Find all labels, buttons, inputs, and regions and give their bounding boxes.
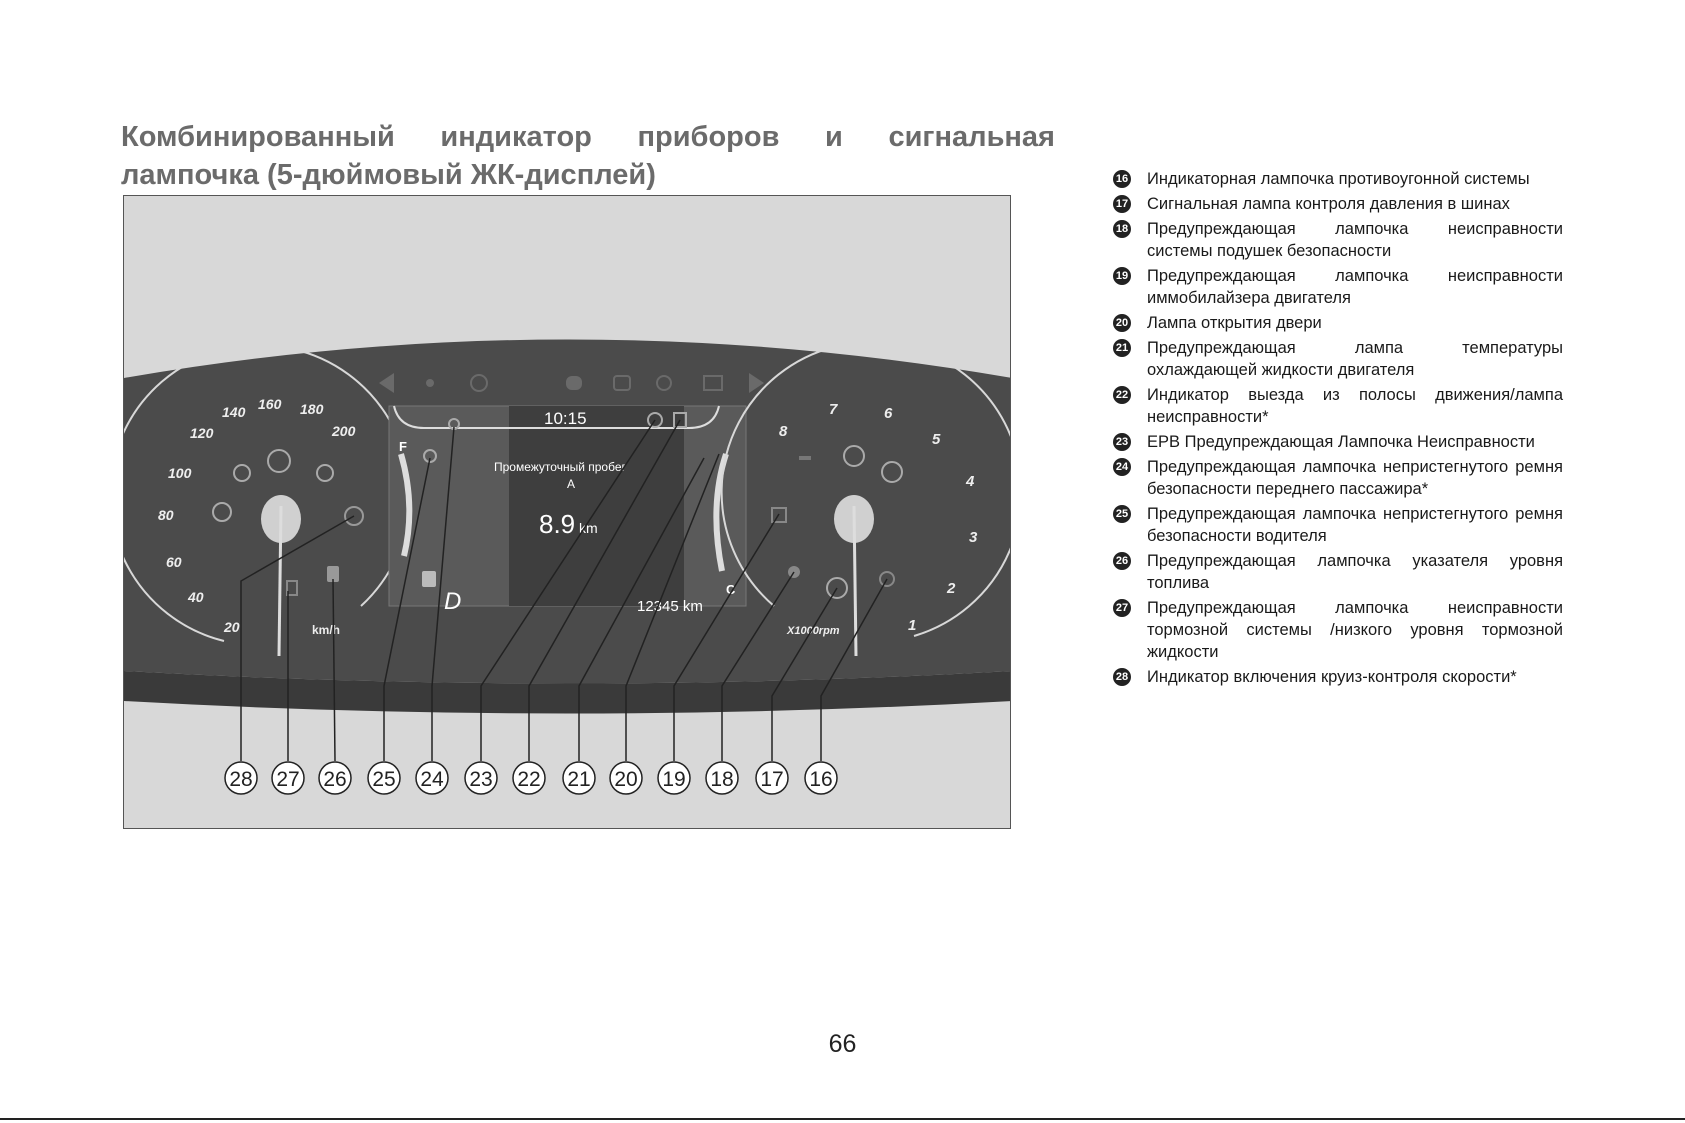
- legend-number: 22: [1113, 386, 1131, 404]
- indicator-legend: [1113, 168, 1563, 691]
- speed-tick-label: 100: [168, 465, 192, 481]
- callout-label: 18: [710, 768, 734, 791]
- callout-label: 20: [614, 768, 638, 791]
- legend-text: Предупреждающая лампочка неисправности тормозной системы /низкого уровня тормозной жидкости: [1147, 599, 1563, 661]
- legend-number: 27: [1113, 599, 1131, 617]
- legend-item: [1113, 265, 1563, 309]
- legend-text: Предупреждающая лампочка неисправности системы подушек безопасности: [1147, 220, 1563, 260]
- legend-text: Лампа открытия двери: [1147, 314, 1322, 332]
- rpm-tick-label: 4: [966, 473, 975, 490]
- legend-number: 16: [1113, 170, 1131, 188]
- legend-item: [1113, 456, 1563, 500]
- legend-number: 18: [1113, 220, 1131, 238]
- legend-number: 19: [1113, 267, 1131, 285]
- trip-id: A: [567, 477, 576, 491]
- position-light-icon: [426, 379, 434, 387]
- fuel-pump-icon: [422, 571, 436, 587]
- lcd-clock: 10:15: [544, 409, 587, 428]
- title-word: Комбинированный: [121, 121, 395, 153]
- trip-value: 8.9: [539, 509, 576, 539]
- legend-number: 28: [1113, 668, 1131, 686]
- page-title: [121, 118, 1055, 194]
- speed-tick-label: 140: [222, 404, 246, 420]
- fuel-full-label: F: [399, 439, 407, 454]
- speed-tick-label: 120: [190, 425, 214, 441]
- trip-label: Промежуточный пробег: [494, 460, 626, 474]
- legend-item: [1113, 168, 1563, 190]
- callout-markers: [225, 762, 837, 794]
- rpm-tick-label: 2: [947, 580, 956, 597]
- callout-label: 17: [760, 768, 784, 791]
- legend-text: Индикатор включения круиз-контроля скорости*: [1147, 668, 1517, 686]
- legend-number: 25: [1113, 505, 1131, 523]
- callout-label: 28: [229, 768, 253, 791]
- fog-light-front-icon: [566, 376, 582, 390]
- speed-tick-label: 160: [258, 396, 282, 412]
- temp-cold-label: C: [726, 582, 736, 597]
- legend-number: 23: [1113, 433, 1131, 451]
- callout-label: 22: [517, 768, 541, 791]
- legend-text: Предупреждающая лампочка указателя уровня топлива: [1147, 552, 1563, 592]
- legend-item: [1113, 503, 1563, 547]
- rpm-tick-label: 7: [829, 401, 838, 418]
- title-word: и: [825, 121, 843, 153]
- legend-text: Сигнальная лампа контроля давления в шинах: [1147, 195, 1510, 213]
- page-number: 66: [828, 1030, 857, 1058]
- legend-number: 26: [1113, 552, 1131, 570]
- rpm-tick-label: 1: [908, 617, 917, 634]
- title-word: приборов: [637, 121, 780, 153]
- bottom-divider: [0, 1118, 1685, 1120]
- speed-tick-label: 200: [332, 423, 356, 439]
- legend-text: Индикаторная лампочка противоугонной системы: [1147, 170, 1530, 188]
- legend-item: [1113, 550, 1563, 594]
- title-line-1: [121, 118, 1055, 156]
- legend-item: [1113, 337, 1563, 381]
- title-word: индикатор: [440, 121, 592, 153]
- callout-label: 19: [662, 768, 686, 791]
- speed-tick-label: 80: [158, 507, 174, 523]
- legend-number: 24: [1113, 458, 1131, 476]
- rpm-tick-label: 3: [969, 529, 978, 546]
- legend-number: 20: [1113, 314, 1131, 332]
- rpm-tick-label: 8: [779, 423, 788, 440]
- cluster-drawing: [124, 196, 1011, 829]
- legend-item: [1113, 193, 1563, 215]
- speed-tick-label: 60: [166, 554, 182, 570]
- legend-item: [1113, 597, 1563, 663]
- callout-label: 16: [809, 768, 833, 791]
- rpm-unit-label: X1000rpm: [787, 625, 840, 637]
- legend-item: [1113, 431, 1563, 453]
- rpm-tick-label: 6: [884, 405, 893, 422]
- legend-item: [1113, 312, 1563, 334]
- gear-indicator: D: [444, 588, 462, 615]
- legend-text: Предупреждающая лампочка непристегнутого ремня безопасности переднего пассажира*: [1147, 458, 1563, 498]
- legend-text: Предупреждающая лампочка неисправности иммобилайзера двигателя: [1147, 267, 1563, 307]
- callout-label: 23: [469, 768, 493, 791]
- rpm-tick-label: 5: [932, 431, 941, 448]
- trip-unit: km: [579, 520, 598, 536]
- lcd-center-panel: [509, 406, 684, 606]
- legend-item: [1113, 218, 1563, 262]
- legend-item: [1113, 384, 1563, 428]
- title-word: сигнальная: [888, 121, 1055, 153]
- legend-text: Предупреждающая лампа температуры охлаждающей жидкости двигателя: [1147, 339, 1563, 379]
- callout-label: 21: [567, 768, 591, 791]
- callout-label: 25: [372, 768, 396, 791]
- legend-text: Предупреждающая лампочка непристегнутого ремня безопасности водителя: [1147, 505, 1563, 545]
- legend-number: 17: [1113, 195, 1131, 213]
- callout-label: 27: [276, 768, 300, 791]
- center-display: [389, 406, 746, 615]
- title-line-2: лампочка (5-дюймовый ЖК-дисплей): [121, 159, 656, 191]
- callout-label: 24: [420, 768, 444, 791]
- legend-text: EPB Предупреждающая Лампочка Неисправности: [1147, 433, 1535, 451]
- speedometer-needle: [279, 506, 281, 656]
- legend-text: Индикатор выезда из полосы движения/лампа неисправности*: [1147, 386, 1563, 426]
- legend-number: 21: [1113, 339, 1131, 357]
- speed-tick-label: 40: [188, 589, 204, 605]
- speed-unit-label: km/h: [312, 623, 341, 637]
- legend-item: [1113, 666, 1563, 688]
- speed-tick-label: 20: [224, 619, 240, 635]
- coolant-temp-icon: [799, 456, 811, 460]
- instrument-cluster-figure: [123, 195, 1011, 829]
- callout-label: 26: [323, 768, 347, 791]
- odometer: 12345 km: [637, 598, 703, 615]
- speed-tick-label: 180: [300, 401, 324, 417]
